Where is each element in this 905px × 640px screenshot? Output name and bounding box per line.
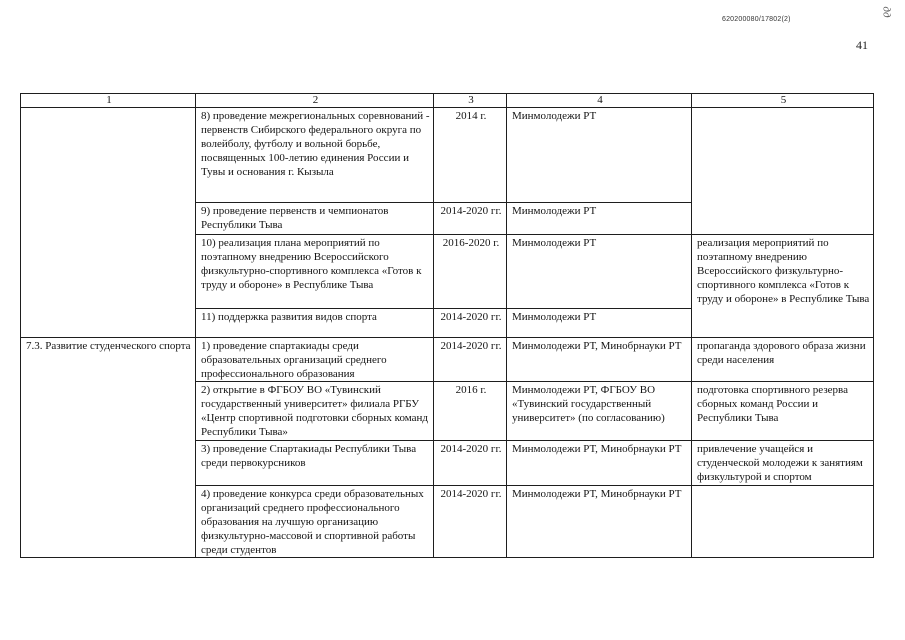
page-number: 41 <box>856 38 868 52</box>
activity-cell: 3) проведение Спартакиады Республики Тыва среди первокурсников <box>196 441 434 486</box>
activity-cell: 1) проведение спартакиады среди образовательных организаций среднего профессионального образования <box>196 338 434 382</box>
result-cell <box>692 108 874 235</box>
activity-cell: 4) проведение конкурса среди образовательных организаций среднего профессионального образования на лучшую организацию физкультурно-массовой и спортивной работы среди студентов <box>196 486 434 558</box>
result-cell: пропаганда здорового образа жизни среди населения <box>692 338 874 382</box>
activity-cell: 2) открытие в ФГБОУ ВО «Тувинский государственный университет» филиала РГБУ «Центр спортивной подготовки сборных команд Республики Тыва» <box>196 382 434 441</box>
period-cell: 2014 г. <box>434 108 507 203</box>
section-cell <box>21 108 196 338</box>
activity-cell: 10) реализация плана мероприятий по поэтапному внедрению Всероссийского физкультурно-спортивного комплекса «Готов к труду и обороне» в Республике Тыва <box>196 235 434 309</box>
corner-handwritten-mark: дд <box>880 6 893 18</box>
document-number: 620200080/17802(2) <box>722 16 791 23</box>
column-header: 1 <box>21 94 196 108</box>
column-header: 2 <box>196 94 434 108</box>
result-cell: привлечение учащейся и студенческой молодежи к занятиям физкультурой и спортом <box>692 441 874 486</box>
measures-table <box>20 93 874 558</box>
executor-cell: Минмолодежи РТ <box>507 203 692 235</box>
period-cell: 2016 г. <box>434 382 507 441</box>
column-header: 3 <box>434 94 507 108</box>
column-header: 5 <box>692 94 874 108</box>
activity-cell: 8) проведение межрегиональных соревнований - первенств Сибирского федерального округа по волейболу, футболу и вольной борьбе, посвященных 100-летию единения России и Тувы и основания г. Кызыла <box>196 108 434 203</box>
executor-cell: Минмолодежи РТ, Минобрнауки РТ <box>507 441 692 486</box>
result-cell: подготовка спортивного резерва сборных команд России и Республики Тыва <box>692 382 874 441</box>
executor-cell: Минмолодежи РТ <box>507 309 692 338</box>
executor-cell: Минмолодежи РТ <box>507 235 692 309</box>
period-cell: 2016-2020 г. <box>434 235 507 309</box>
activity-cell: 11) поддержка развития видов спорта <box>196 309 434 338</box>
activity-cell: 9) проведение первенств и чемпионатов Республики Тыва <box>196 203 434 235</box>
executor-cell: Минмолодежи РТ <box>507 108 692 203</box>
period-cell: 2014-2020 гг. <box>434 486 507 558</box>
result-cell <box>692 486 874 558</box>
period-cell: 2014-2020 гг. <box>434 203 507 235</box>
period-cell: 2014-2020 гг. <box>434 441 507 486</box>
executor-cell: Минмолодежи РТ, Минобрнауки РТ <box>507 338 692 382</box>
period-cell: 2014-2020 гг. <box>434 338 507 382</box>
executor-cell: Минмолодежи РТ, ФГБОУ ВО «Тувинский государственный университет» (по согласованию) <box>507 382 692 441</box>
column-header: 4 <box>507 94 692 108</box>
section-cell: 7.3. Развитие студенческого спорта <box>21 338 196 558</box>
table-header-row <box>21 94 874 108</box>
executor-cell: Минмолодежи РТ, Минобрнауки РТ <box>507 486 692 558</box>
table-row <box>21 108 874 203</box>
table-row <box>21 338 874 382</box>
result-cell: реализация мероприятий по поэтапному внедрению Всероссийского физкультурно-спортивного комплекса «Готов к труду и обороне» в Республике Тыва <box>692 235 874 338</box>
period-cell: 2014-2020 гг. <box>434 309 507 338</box>
